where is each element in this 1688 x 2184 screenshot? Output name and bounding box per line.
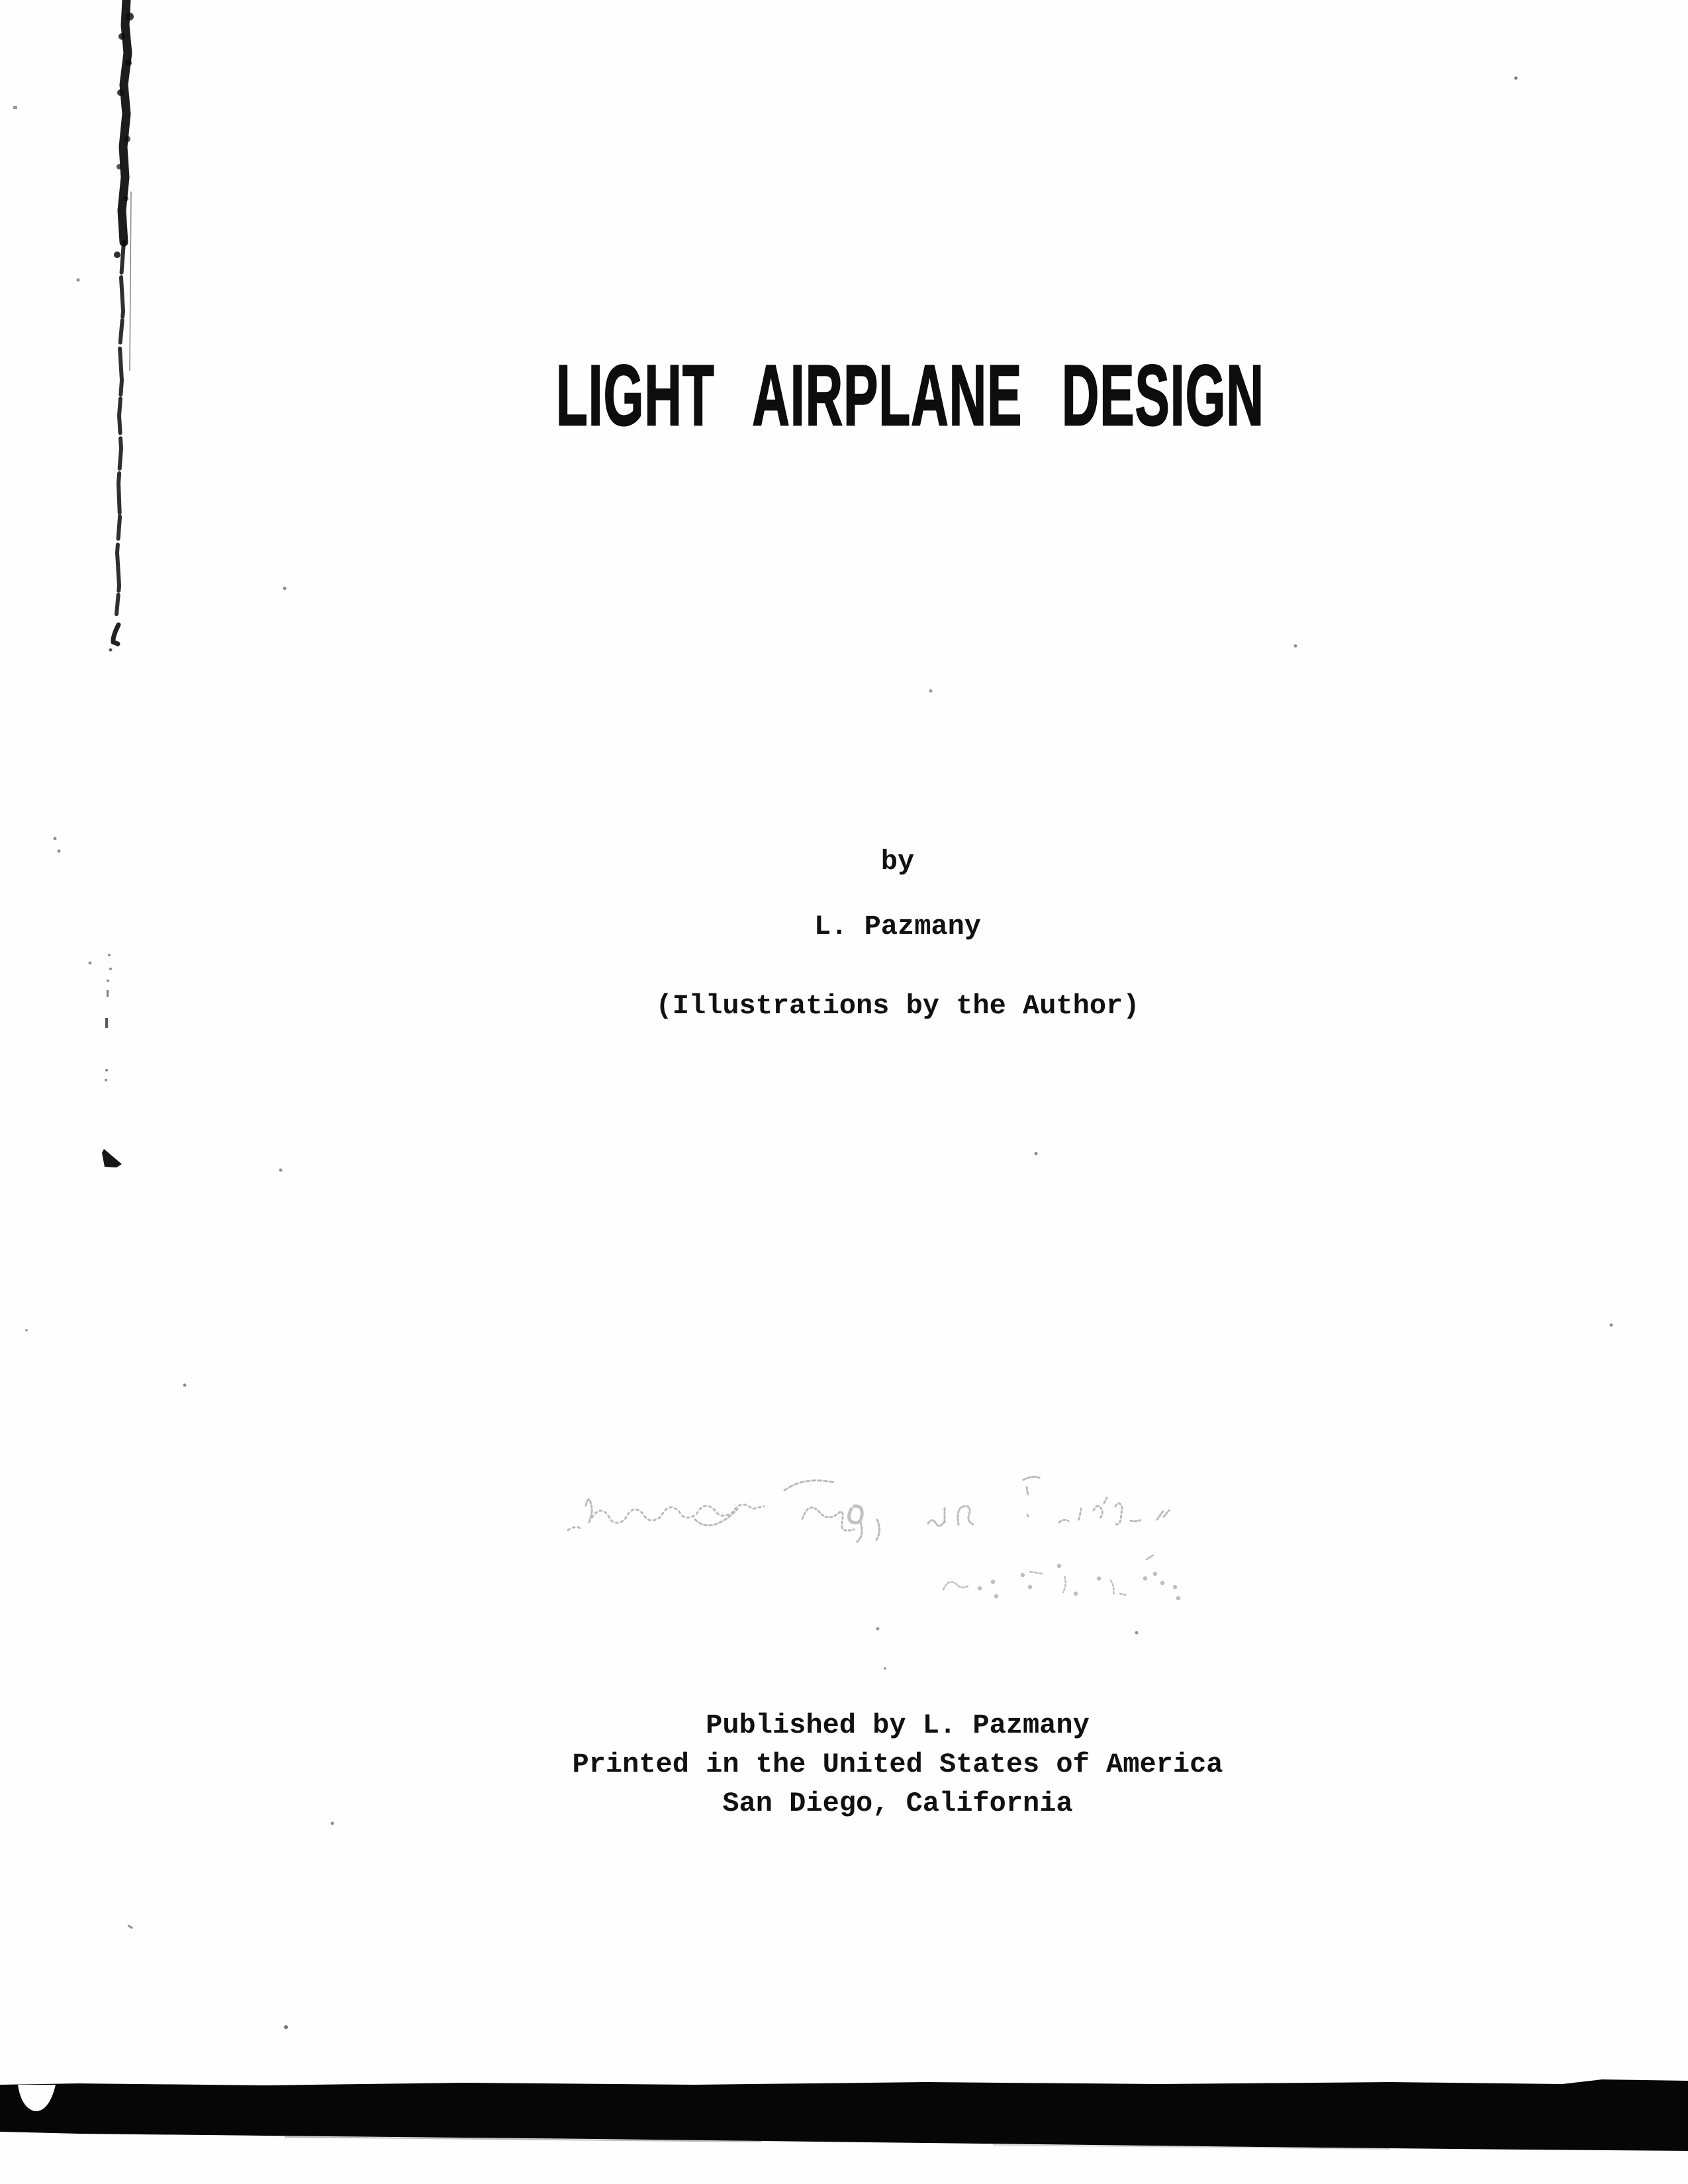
book-title: LIGHT AIRPLANE DESIGN — [555, 347, 1265, 443]
byline-prefix: by — [880, 846, 915, 878]
handwritten-inscription-line2 — [943, 1555, 1180, 1600]
author-name: L. Pazmany — [814, 911, 982, 942]
margin-marks-artifact — [13, 106, 133, 1929]
illustrations-credit: (Illustrations by the Author) — [655, 990, 1140, 1022]
binding-streak-artifact — [109, 0, 134, 652]
imprint-block — [432, 1706, 1364, 1823]
handwritten-inscription-line1 — [568, 1477, 1169, 1542]
bottom-scan-bar-artifact — [0, 2079, 1688, 2151]
imprint-printed-line: Printed in the United States of America — [572, 1749, 1223, 1780]
imprint-publisher-line: Published by L. Pazmany — [706, 1709, 1090, 1741]
imprint-location-line: San Diego, California — [722, 1788, 1073, 1819]
